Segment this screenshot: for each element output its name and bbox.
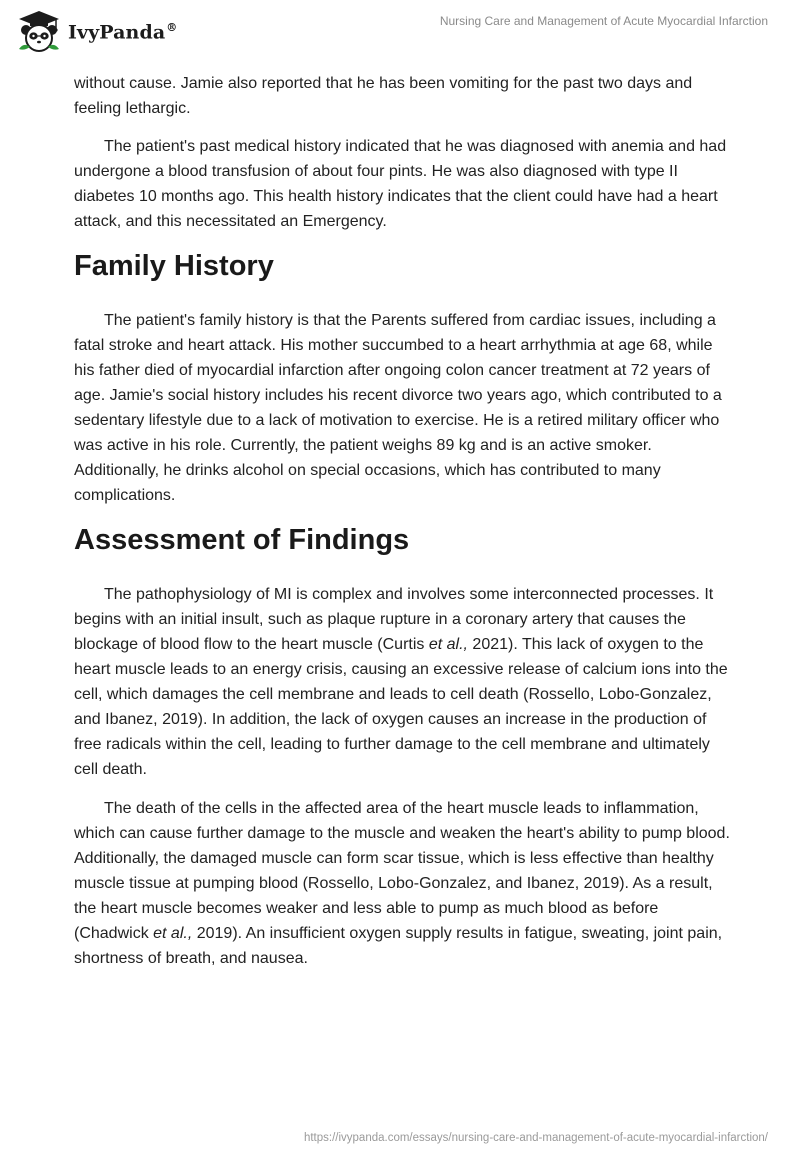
text-segment: The pathophysiology of MI is complex and involves some interconnected processes. It begins with an initial insult, such as plaque rupture in a coronary artery that causes the blockage of blood flow to the heart muscle (Curtis	[74, 586, 714, 653]
document-title: Nursing Care and Management of Acute Myocardial Infarction	[439, 14, 768, 28]
heading-family-history: Family History	[74, 250, 274, 282]
brand-name-text: IvyPanda	[68, 21, 166, 44]
heading-assessment-of-findings: Assessment of Findings	[74, 524, 410, 556]
paragraph-medical-history: The patient's past medical history indicated that he was diagnosed with anemia and had undergone a blood transfusion of about four pints. He was also diagnosed with type II diabetes 10 months ago. This health history indicates that the client could have had a heart attack, and this necessitated an Emergency.	[74, 138, 727, 230]
citation-et-al: et al.,	[428, 636, 468, 653]
page-header	[0, 0, 800, 66]
brand-logo[interactable]	[16, 9, 177, 55]
text-segment: 2021). This lack of oxygen to the heart muscle leads to an energy crisis, causing an excessive release of calcium ions into the cell, which damages the cell membrane and leads to cell death (Rossello, Lobo-Gonzalez, and Ibanez, 2019). In addition, the lack of oxygen causes an increase in the production of free radicals within the cell, leading to further damage to the cell membrane and ultimately cell death.	[74, 636, 728, 778]
source-url[interactable]: https://ivypanda.com/essays/nursing-care-and-management-of-acute-myocardial-infarction/	[303, 1132, 768, 1144]
paragraph-continued: without cause. Jamie also reported that he has been vomiting for the past two days and feeling lethargic.	[74, 75, 693, 117]
text-segment: 2019). An insufficient oxygen supply results in fatigue, sweating, joint pain, shortness of breath, and nausea.	[74, 925, 723, 967]
paragraph-family-history: The patient's family history is that the Parents suffered from cardiac issues, including a fatal stroke and heart attack. His mother succumbed to a heart arrhythmia at age 68, while his father died of myocardial infarction after ongoing colon cancer treatment at 72 years of age. Jamie's social history includes his recent divorce two years ago, which contributed to a sedentary lifestyle due to a lack of motivation to exercise. He is a retired military officer who was active in his role. Currently, the patient weighs 89 kg and is an active smoker. Additionally, he drinks alcohol on special occasions, which has contributed to many complications.	[74, 312, 722, 504]
paragraph-cell-death	[74, 796, 734, 971]
article-body	[74, 71, 734, 985]
panda-logo-icon	[16, 9, 62, 55]
text-segment: The death of the cells in the affected area of the heart muscle leads to inflammation, which can cause further damage to the muscle and weaken the heart's ability to pump blood. Additionally, the damaged muscle can form scar tissue, which is less effective than healthy muscle tissue at pumping blood (Rossello, Lobo-Gonzalez, and Ibanez, 2019). As a result, the heart muscle becomes weaker and less able to pump as much blood as before (Chadwick	[74, 800, 730, 942]
paragraph-pathophysiology	[74, 582, 734, 782]
citation-et-al: et al.,	[153, 925, 193, 942]
registered-mark: ®	[166, 20, 178, 34]
brand-name	[68, 21, 177, 43]
